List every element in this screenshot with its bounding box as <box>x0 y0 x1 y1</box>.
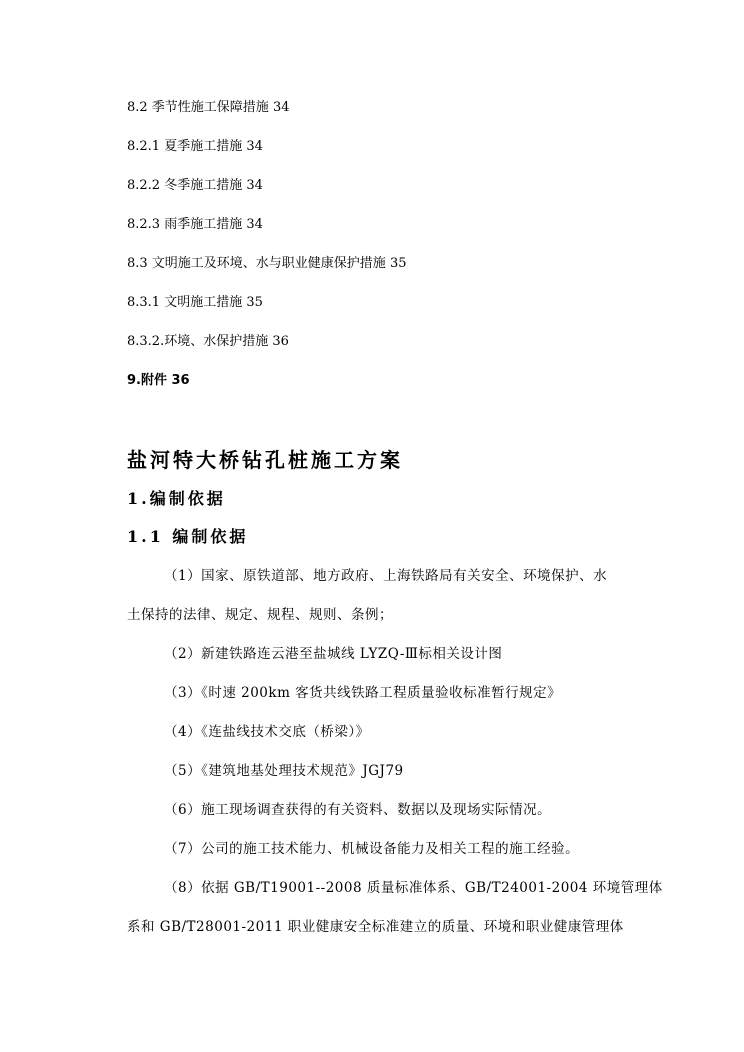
toc-entry: 8.2 季节性施工保障措施 34 <box>127 100 290 115</box>
paragraph-line: （7）公司的施工技术能力、机械设备能力及相关工程的施工经验。 <box>164 841 580 857</box>
toc-entry: 8.3 文明施工及环境、水与职业健康保护措施 35 <box>127 256 407 271</box>
section-heading: 1.编制依据 <box>127 489 226 508</box>
paragraph-line: （3）《时速 200km 客货共线铁路工程质量验收标准暂行规定》 <box>164 685 562 701</box>
paragraph-line: （2）新建铁路连云港至盐城线 LYZQ-Ⅲ标相关设计图 <box>164 646 503 662</box>
paragraph-line: （5）《建筑地基处理技术规范》JGJ79 <box>164 763 404 779</box>
toc-entry: 8.2.2 冬季施工措施 34 <box>127 178 263 193</box>
paragraph-line: （6）施工现场调查获得的有关资料、数据以及现场实际情况。 <box>164 802 552 818</box>
paragraph-line: 土保持的法律、规定、规程、规则、条例； <box>127 607 393 623</box>
paragraph-line: （4）《连盐线技术交底（桥梁）》 <box>164 724 370 740</box>
paragraph-line: （1）国家、原铁道部、地方政府、上海铁路局有关安全、环境保护、水 <box>164 568 608 584</box>
toc-entry: 8.2.3 雨季施工措施 34 <box>127 217 263 232</box>
toc-entry: 8.3.1 文明施工措施 35 <box>127 295 263 310</box>
paragraph-line: （8）依据 GB/T19001--2008 质量标准体系、GB/T24001-2004 环境管理体 <box>164 880 663 896</box>
subsection-heading: 1.1 编制依据 <box>127 527 249 546</box>
toc-entry: 8.3.2.环境、水保护措施 36 <box>127 334 289 349</box>
toc-entry: 8.2.1 夏季施工措施 34 <box>127 139 263 154</box>
document-title: 盐河特大桥钻孔桩施工方案 <box>127 448 403 472</box>
toc-entry-appendix: 9.附件 36 <box>127 373 190 388</box>
paragraph-line: 系和 GB/T28001-2011 职业健康安全标准建立的质量、环境和职业健康管理体 <box>127 919 624 935</box>
